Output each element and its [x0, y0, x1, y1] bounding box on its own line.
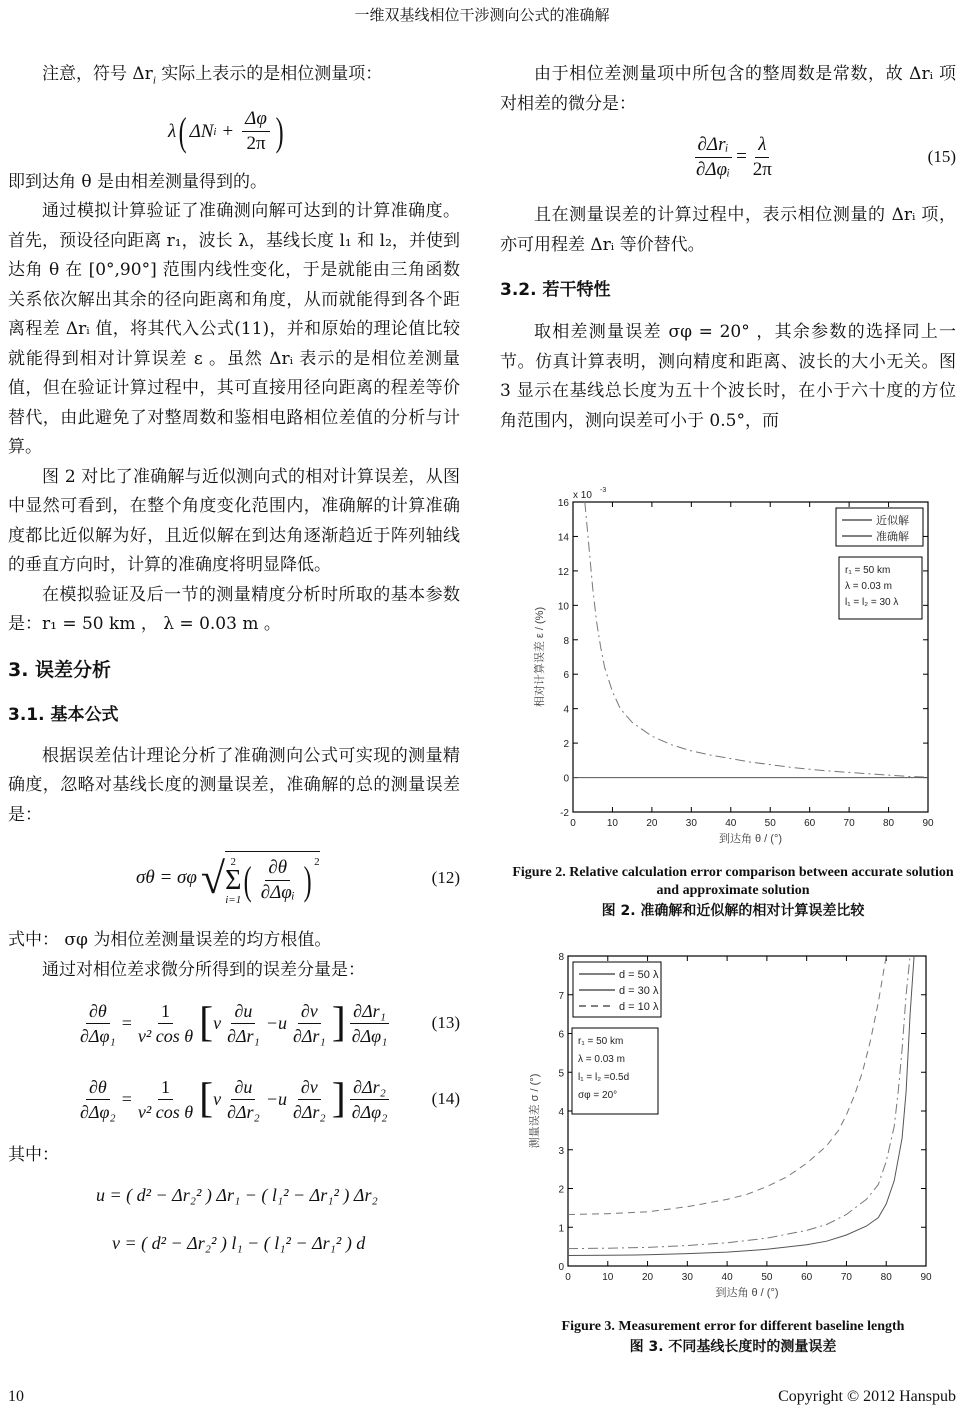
eq12-paren-close: )	[303, 858, 312, 904]
eq14-dv-den: ∂Δr₂	[292, 1101, 326, 1122]
eq-fraction	[242, 107, 270, 156]
figure-2-caption-en: Figure 2. Relative calculation error comparison between accurate solution and approximate solution	[512, 865, 954, 898]
eq14-lhs	[77, 1075, 119, 1124]
annotation-text: λ = 0.03 m	[578, 1054, 625, 1065]
eq14-minus-u: −u	[265, 1088, 287, 1109]
eq13-rhs-num: ∂Δr₁	[350, 999, 389, 1024]
x-tick-label: 20	[646, 818, 658, 829]
x-tick-label: 80	[880, 1272, 892, 1283]
x-tick-label: 50	[764, 818, 776, 829]
figure-3-caption	[505, 1318, 961, 1356]
eq15-rhs	[750, 133, 775, 182]
eq14-v: v	[213, 1088, 222, 1109]
eq12-paren-open: (	[244, 858, 253, 904]
eq14-coef-den: v² cos θ	[137, 1101, 194, 1122]
eq15-lhs	[693, 133, 733, 182]
y-tick-label: 12	[557, 566, 569, 578]
legend-label: 近似解	[876, 515, 909, 527]
paragraph-integer-cycles: 由于相位差测量项中所包含的整周数是常数，故 Δrᵢ 项对相差的微分是：	[500, 64, 956, 114]
figure-3-caption-cn: 图 3. 不同基线长度时的测量误差	[629, 1339, 837, 1355]
eq13-dv	[290, 999, 329, 1048]
figure-2-caption	[505, 864, 961, 920]
y-multiplier-exponent: -3	[600, 487, 607, 494]
section-heading-3-2: 3.2. 若干特性	[500, 280, 611, 300]
paragraph-derivative-intro: 通过对相位差求微分所得到的误差分量是：	[42, 959, 365, 980]
figure-3-chart	[510, 940, 950, 1300]
eq15-rhs-den: 2π	[752, 158, 772, 180]
x-tick-label: 50	[761, 1272, 773, 1283]
x-tick-label: 30	[681, 1272, 693, 1283]
y-tick-label: 8	[563, 635, 569, 647]
eq-paren-close: )	[275, 109, 284, 155]
eq13-dv-num: ∂v	[298, 999, 321, 1024]
x-tick-label: 60	[801, 1272, 813, 1283]
eq-lambda: λ	[168, 120, 177, 142]
eq14-du-den: ∂Δr₂	[227, 1101, 260, 1122]
y-tick-label: 5	[558, 1068, 564, 1080]
eq12-lhs: σθ = σφ	[136, 867, 197, 889]
x-axis-label: 到达角 θ / (°)	[715, 1287, 779, 1299]
paragraph-error-theory: 根据误差估计理论分析了准确测向公式可实现的测量精确度，忽略对基线长度的测量误差，准确解的总的测量误差是：	[8, 745, 460, 825]
eq14-rhs	[349, 1075, 391, 1124]
y-tick-label: 0	[563, 773, 569, 785]
legend-label: 准确解	[876, 531, 909, 543]
x-tick-label: 30	[685, 818, 697, 829]
figure-2-caption-cn: 图 2. 准确解和近似解的相对计算误差比较	[601, 903, 865, 919]
eq-plus: +	[222, 120, 234, 142]
eq12-sigma: Σ	[225, 864, 242, 896]
eq-num: Δφ	[242, 107, 270, 132]
eq13-rhs	[349, 999, 391, 1048]
eq14-dv-num: ∂v	[298, 1075, 321, 1100]
eq13-dv-den: ∂Δr₁	[292, 1025, 326, 1046]
eq12-den: ∂Δφᵢ	[260, 882, 295, 904]
paragraph-note	[8, 60, 460, 96]
eq13-rhs-den: ∂Δφ₁	[351, 1025, 388, 1046]
eq13-minus-u: −u	[265, 1012, 287, 1033]
x-tick-label: 80	[882, 818, 895, 829]
y-tick-label: 6	[563, 670, 569, 682]
y-axis-label: 相对计算误差 ε / (%)	[534, 606, 546, 708]
eq14-dv	[290, 1075, 329, 1124]
y-tick-label: 2	[563, 739, 569, 751]
eq13-coef-den: v² cos θ	[137, 1025, 194, 1046]
y-axis-label: 测量误差 σ / (°)	[529, 1073, 541, 1149]
y-multiplier: x 10	[573, 490, 592, 501]
equation-phase-term	[8, 96, 460, 168]
eq-deltaN: ΔN	[189, 120, 214, 142]
equation-12	[8, 830, 460, 926]
eq13-du	[224, 999, 263, 1048]
paragraph-substitution: 且在测量误差的计算过程中，表示相位测量的 Δrᵢ 项，亦可用程差 Δrᵢ 等价替代。	[500, 205, 956, 255]
paragraph-figure2-discussion: 图 2 对比了准确解与近似测向式的相对计算误差，从图中显然可看到，在整个角度变化范围内，准确解的计算准确度都比近似解为好，且近似解在到达角逐渐趋近于阵列轴线的垂直方向时，计算的准确度将明显降低。	[8, 466, 460, 576]
eq14-rhs-num: ∂Δr₂	[350, 1075, 389, 1100]
y-tick-label: 4	[563, 704, 569, 716]
legend-label: d = 50 λ	[619, 969, 659, 981]
eq12-power: 2	[314, 855, 320, 868]
eq-paren-open: (	[178, 109, 187, 155]
paragraph-where: 其中：	[8, 1145, 59, 1166]
note-tail: 实际上表示的是相位测量项：	[155, 64, 383, 84]
equation-number-13: (13)	[431, 1013, 460, 1033]
equation-number-15: (15)	[927, 147, 956, 166]
eq12-sum	[225, 856, 241, 906]
annotation-text: λ = 0.03 m	[845, 581, 892, 592]
eq13-lhs	[77, 999, 119, 1048]
eq14-lhs-num: ∂θ	[86, 1075, 110, 1100]
equation-v: v = ( d² − Δr₂² ) l₁ − ( l₁² − Δr₁² ) d	[112, 1232, 366, 1253]
running-header: 一维双基线相位干涉测向公式的准确解	[354, 6, 610, 24]
equation-u: u = ( d² − Δr₂² ) Δr₁ − ( l₁² − Δr₁² ) Δr₂	[96, 1184, 378, 1205]
x-tick-label: 40	[725, 818, 737, 829]
eq14-rhs-den: ∂Δφ₂	[351, 1101, 388, 1122]
note-sub: i	[152, 74, 156, 87]
eq13-v: v	[213, 1012, 222, 1033]
eq14-coef	[135, 1075, 196, 1124]
eq12-fraction	[258, 856, 298, 905]
eq13-coef	[135, 999, 196, 1048]
left-column	[8, 60, 460, 1267]
eq12-num: ∂θ	[265, 856, 290, 881]
equation-number-14: (14)	[431, 1089, 460, 1109]
paragraph-sigma-phi: 式中： σφ 为相位差测量误差的均方根值。	[8, 930, 332, 951]
eq13-lhs-den: ∂Δφ₁	[80, 1025, 116, 1046]
x-tick-label: 20	[641, 1272, 654, 1283]
x-tick-label: 40	[721, 1272, 733, 1283]
x-tick-label: 90	[922, 818, 934, 829]
right-column	[500, 60, 956, 436]
figure-2-chart	[510, 480, 950, 845]
eq13-lhs-num: ∂θ	[86, 999, 110, 1024]
equation-13: $\frac{\partial\theta}{\text{∂Δφ₁}}$ = $\frac{1}{\text{v² cos θ}}$ [ v $\frac{\partial u}{\text{∂Δr₁}}$ −u $\frac{\partial v}{\text{∂Δr₁}}$ ] $\frac{\text{∂Δr₁}}{\text{∂Δφ₁}}$ (13)	[8, 985, 460, 1061]
eq13-du-num: ∂u	[231, 999, 255, 1024]
x-tick-label: 10	[606, 818, 619, 829]
y-tick-label: 7	[558, 990, 564, 1002]
equation-14: $\frac{\partial\theta}{\text{∂Δφ₂}}$ = $\frac{1}{\text{v² cos θ}}$ [ v $\frac{\partial u}{\text{∂Δr₂}}$ −u $\frac{\partial v}{\text{∂Δr₂}}$ ] $\frac{\text{∂Δr₂}}{\text{∂Δφ₂}}$ (14)	[8, 1061, 460, 1137]
y-tick-label: 1	[558, 1223, 564, 1235]
section-heading-3: 3. 误差分析	[8, 658, 112, 681]
annotation-text: r₁ = 50 km	[578, 1036, 624, 1047]
note-text: 注意，符号 Δr	[42, 64, 153, 84]
eq14-bracket-open: [	[199, 1076, 214, 1123]
paragraph-theta: 即到达角 θ 是由相差测量得到的。	[8, 171, 268, 192]
y-tick-label: 14	[557, 532, 569, 544]
x-tick-label: 0	[565, 1272, 571, 1283]
plot-frame	[573, 502, 928, 812]
copyright: Copyright © 2012 Hanspub	[778, 1388, 956, 1405]
eq13-bracket-open: [	[199, 1000, 214, 1047]
eq13-bracket-close: ]	[331, 1000, 346, 1047]
x-axis-label: 到达角 θ / (°)	[718, 833, 783, 845]
paragraph-characteristics: 取相差测量误差 σφ = 20° ，其余参数的选择同上一节。仿真计算表明，测向精度和距离、波长的大小无关。图 3 显示在基线总长度为五十个波长时，在小于六十度的方位角范围内，测向误差可小于 0.5°，而	[500, 322, 956, 431]
x-tick-label: 90	[920, 1272, 932, 1283]
annotation-text: l₁ = l₂ =0.5d	[578, 1072, 630, 1083]
x-tick-label: 70	[840, 1272, 853, 1283]
eq15-lhs-num: ∂Δrᵢ	[695, 133, 732, 158]
eq12-sum-top: 2	[230, 855, 236, 868]
annotation-text: σφ = 20°	[578, 1090, 618, 1101]
eq14-coef-num: 1	[158, 1075, 173, 1100]
eq-sub-i: i	[213, 125, 217, 138]
eq13-coef-num: 1	[158, 999, 173, 1024]
x-tick-label: 0	[570, 818, 576, 829]
section-heading-3-1: 3.1. 基本公式	[8, 704, 119, 725]
eq15-lhs-den: ∂Δφᵢ	[696, 158, 731, 180]
paragraph-parameters: 在模拟验证及后一节的测量精度分析时所取的基本参数是：r₁ = 50 km ， λ = 0.03 m 。	[8, 584, 460, 635]
y-tick-label: 4	[558, 1107, 564, 1118]
annotation-text: r₁ = 50 km	[845, 565, 891, 576]
eq14-lhs-den: ∂Δφ₂	[80, 1101, 116, 1122]
y-tick-label: 8	[558, 952, 564, 963]
eq12-radicand	[225, 851, 320, 906]
equation-15: $\frac{\text{∂Δrᵢ}}{\text{∂Δφᵢ}}$ = $\frac{\lambda}{2\pi}$ (15)	[500, 119, 956, 195]
eq12-sqrt: √	[200, 853, 226, 903]
legend-label: d = 30 λ	[619, 985, 659, 997]
paragraph-simulation: 通过模拟计算验证了准确测向解可达到的计算准确度。首先，预设径向距离 r₁，波长 λ，基线长度 l₁ 和 l₂，并使到达角 θ 在 [0°,90°] 范围内线性变化，于是就能由三角函数关系依次解出其余的径向距离和角度，从而就能得到各个距离程差 Δrᵢ 值，将其代入公式(11)，并和原始的理论值比较就能得到相对计算误差 ε 。虽然 Δrᵢ 表示的是相位差测量值，但在验证计算过程中，其可直接用径向距离的程差等价替代，由此避免了对整周数和鉴相电路相位差值的分析与计算。	[8, 201, 460, 458]
y-tick-label: 16	[557, 498, 569, 509]
eq13-du-den: ∂Δr₁	[227, 1025, 260, 1046]
eq12-sum-bot: i=1	[225, 893, 242, 906]
y-tick-label: 10	[557, 601, 569, 613]
eq-den: 2π	[246, 133, 266, 155]
x-tick-label: 70	[843, 818, 855, 829]
eq14-du-num: ∂u	[231, 1075, 255, 1100]
x-tick-label: 60	[804, 818, 816, 829]
eq14-bracket-close: ]	[331, 1076, 346, 1123]
eq15-rhs-num: λ	[755, 133, 769, 158]
y-tick-label: -2	[560, 808, 569, 819]
eq14-du	[224, 1075, 263, 1124]
page-number: 10	[8, 1388, 24, 1405]
x-tick-label: 10	[602, 1272, 614, 1283]
y-tick-label: 2	[558, 1184, 564, 1196]
legend-label: d = 10 λ	[619, 1001, 659, 1013]
y-tick-label: 3	[558, 1145, 564, 1157]
figure-3-caption-en: Figure 3. Measurement error for different baseline length	[561, 1319, 905, 1334]
y-tick-label: 6	[558, 1029, 564, 1041]
equation-number-12: (12)	[431, 868, 460, 888]
annotation-text: l₁ = l₂ = 30 λ	[845, 597, 899, 608]
y-tick-label: 0	[558, 1262, 564, 1273]
